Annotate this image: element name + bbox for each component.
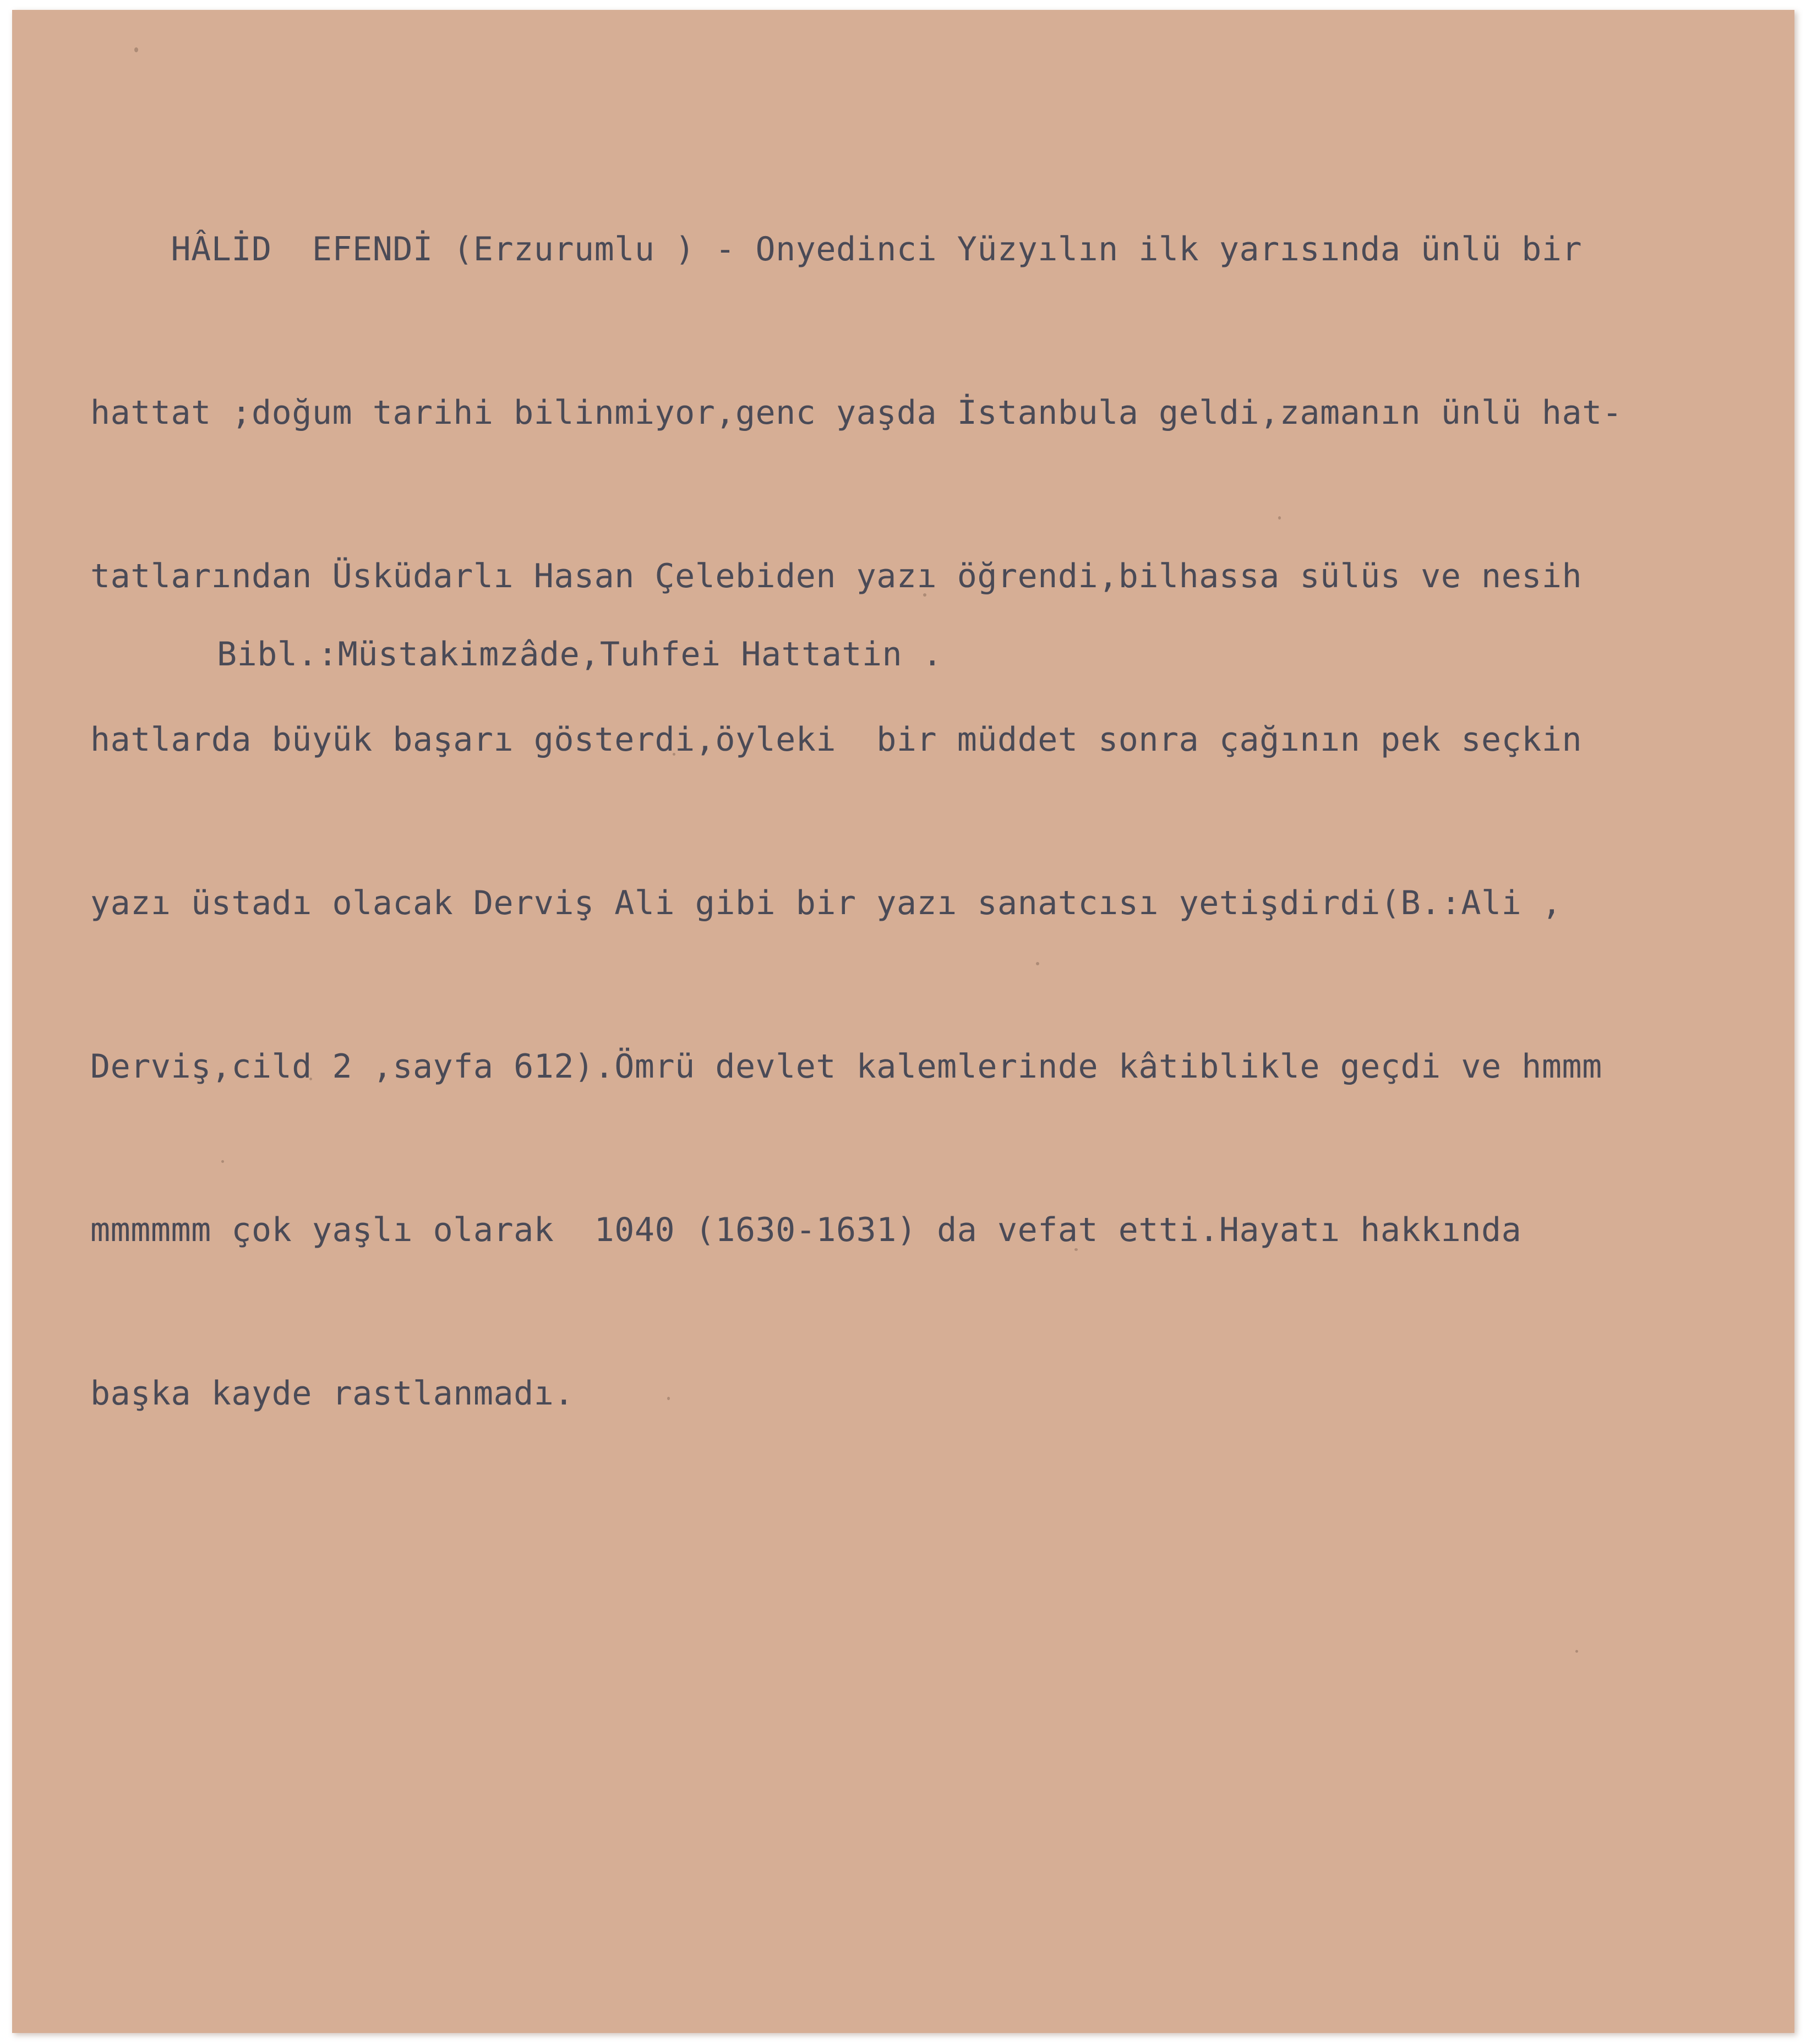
typewritten-index-card (12, 10, 1794, 2033)
entry-line: yazı üstadı olacak Derviş Ali gibi bir yazı sanatcısı yetişdirdi(B.:Ali , (90, 884, 1562, 922)
paper-speck (134, 47, 138, 52)
entry-line: tatlarından Üsküdarlı Hasan Çelebiden yazı öğrendi,bilhassa sülüs ve nesih (90, 557, 1583, 595)
entry-line: başka kayde rastlanmadı. (90, 1374, 574, 1413)
entry-line: HÂLİD EFENDİ (Erzurumlu ) - Onyedinci Yüzyılın ilk yarısında ünlü bir (90, 230, 1583, 269)
entry-line: Derviş,cild 2 ,sayfa 612).Ömrü devlet kalemlerinde kâtiblikle geçdi ve hmmm (90, 1047, 1602, 1086)
paper-speck (1575, 1650, 1578, 1653)
bibliography: Bibl.:Müstakimzâde,Tuhfei Hattatin . (217, 635, 943, 674)
entry-line: hattat ;doğum tarihi bilinmiyor,genc yaşda İstanbula geldi,zamanın ünlü hat- (90, 394, 1623, 432)
entry-line: mmmmmm çok yaşlı olarak 1040 (1630-1631) da vefat etti.Hayatı hakkında (90, 1211, 1522, 1249)
entry-line: hatlarda büyük başarı gösterdi,öyleki bir müddet sonra çağının pek seçkin (90, 720, 1583, 759)
entry-text (90, 113, 1622, 1530)
